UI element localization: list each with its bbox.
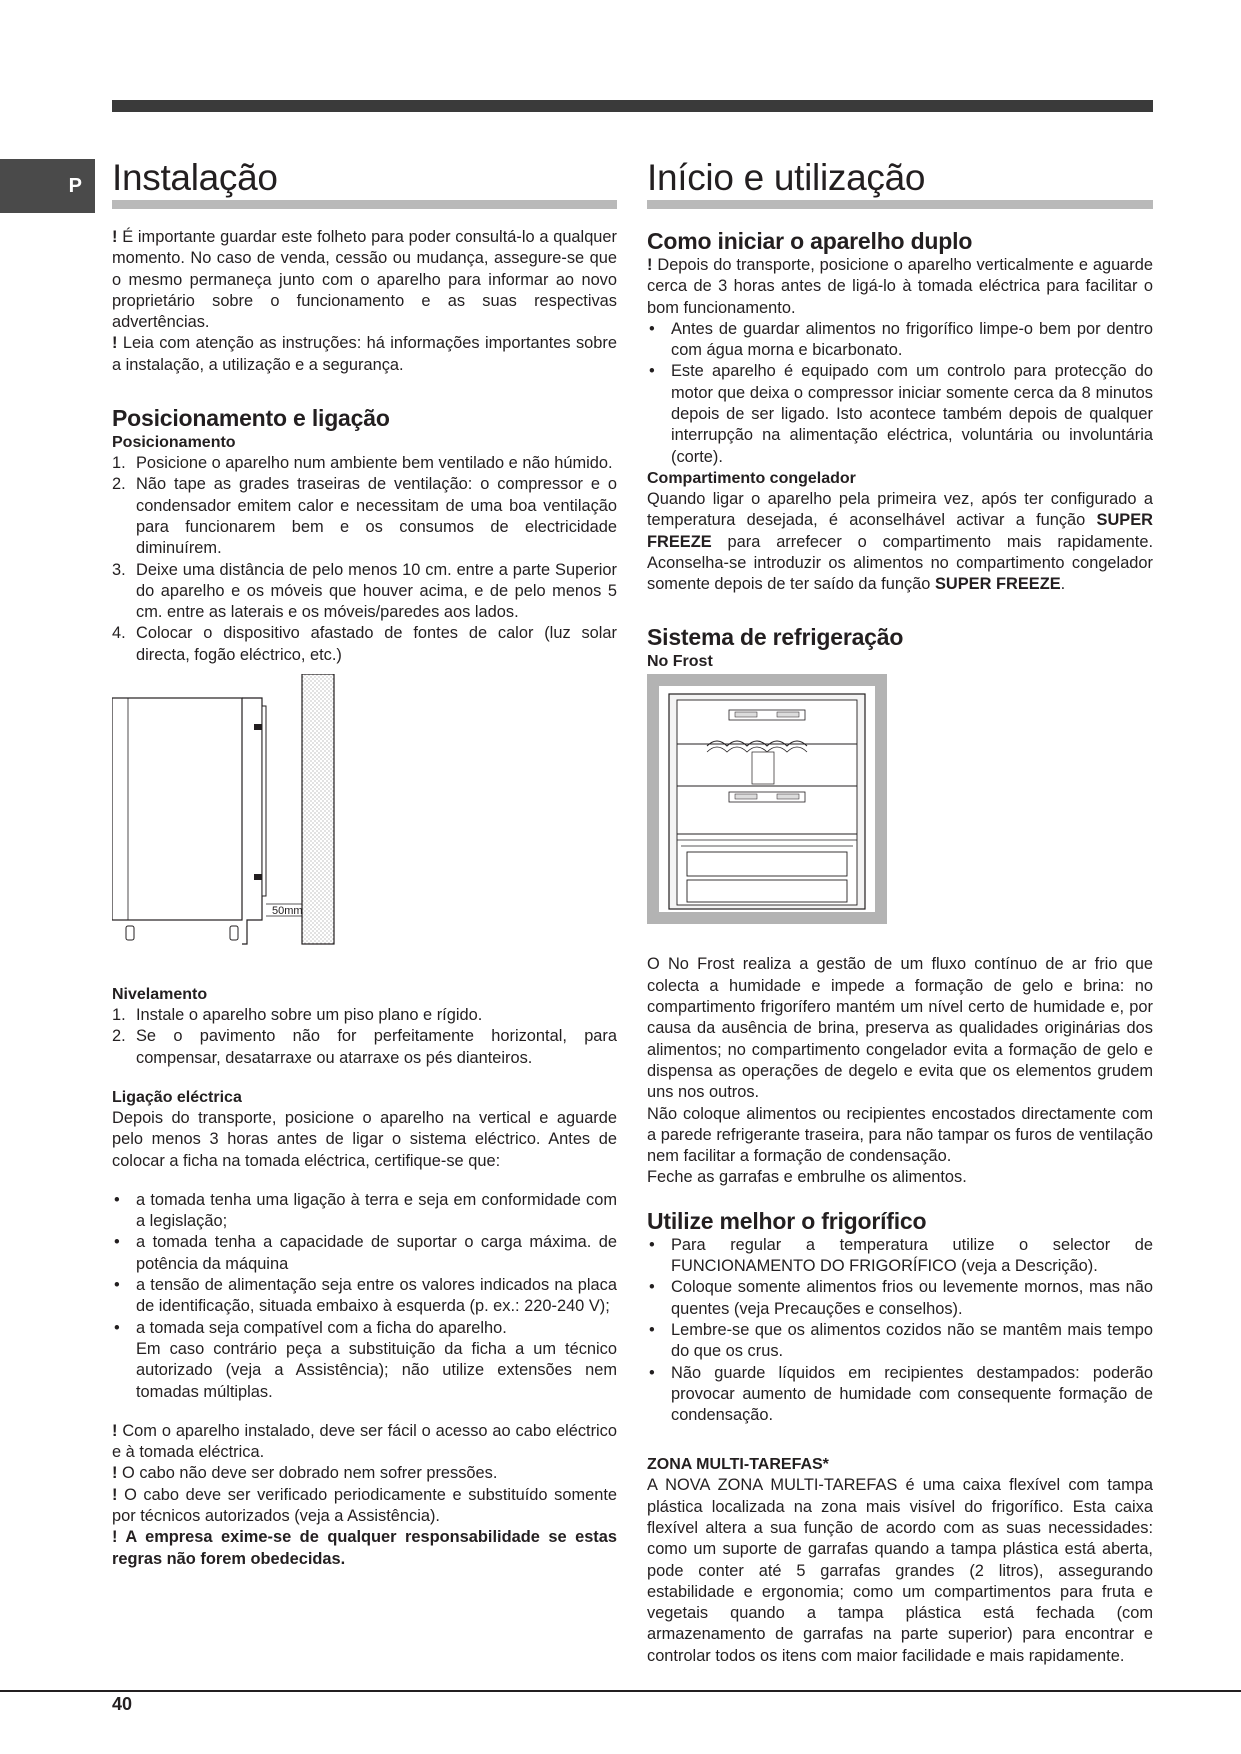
page-number: 40 [112, 1694, 133, 1714]
subheading-electrical: Ligação eléctrica [112, 1088, 242, 1106]
list-item: 4. Colocar o dispositivo afastado de fontes de calor (luz solar directa, fogão eléctrico, etc.) [112, 624, 617, 664]
subheading-freezer: Compartimento congelador [647, 469, 856, 487]
list-item: 2. Não tape as grades traseiras de ventilação: o compressor e o condensador emitem calor e necessitam de uma boa ventilação para funcionarem bem e os consumos de electricidade diminuírem. [112, 475, 617, 558]
best-use-list [647, 1235, 1153, 1427]
list-item: • Antes de guardar alimentos no frigorífico limpe-o bem por dentro com água morna e bicarbonato. [647, 319, 1153, 362]
multi-zone-paragraph: A NOVA ZONA MULTI-TAREFAS é uma caixa flexível com tampa plástica localizada na zona mais visível do frigorífico. Esta caixa flexível altera a sua função de acordo com as suas necessidades: como um suporte de garrafas quando a tampa plástica está aberta, pode conter até 5 garrafas grandes (2 litros), assegurando estabilidade e ergonomia; como um compartimentos para fruta e vegetais quando a tampa plástica está fechada (com armazenamento de garrafas na parte superior) para encontrar e controlar todos os itens com maior facilidade e mais rapidamente. [647, 1476, 1153, 1665]
subheading-levelling: Nivelamento [112, 986, 208, 1004]
list-item: 1. Posicione o aparelho num ambiente bem ventilado e não húmido. [112, 454, 613, 473]
subheading-positioning: Posicionamento [112, 434, 236, 452]
electrical-intro: Depois do transporte, posicione o aparelho na vertical e aguarde pelo menos 3 horas antes de ligar o sistema eléctrico. Antes de colocar a ficha na tomada eléctrica, certifique-se que: [112, 1108, 617, 1170]
left-column [112, 150, 617, 1570]
heading-best-use: Utilize melhor o frigorífico [647, 1207, 927, 1234]
distance-label: 50mm [272, 905, 303, 918]
warning-3: ! O cabo deve ser verificado periodicamente e substituído somente por técnicos autorizados (veja a Assistência). [112, 1485, 617, 1525]
start-list [647, 319, 1153, 468]
heading-cooling-system: Sistema de refrigeração [647, 624, 904, 651]
electrical-extra: Em caso contrário peça a substituição da ficha a um técnico autorizado (veja a Assistência); não utilize extensões nem tomadas múltiplas. [136, 1339, 617, 1401]
clearance-diagram [112, 674, 372, 974]
section-title-installation: Instalação [112, 150, 617, 209]
list-item: • Coloque somente alimentos frios ou levemente mornos, mas não quentes (veja Precauções e conselhos). [647, 1277, 1153, 1320]
right-column [647, 150, 1153, 1667]
warning-2: ! O cabo não deve ser dobrado nem sofrer pressões. [112, 1464, 498, 1483]
heading-how-to-start: Como iniciar o aparelho duplo [647, 228, 973, 254]
intro-paragraph-1: ! É importante guardar este folheto para poder consultá-lo a qualquer momento. No caso de venda, cessão ou mudança, assegure-se que o mesmo permaneça junto com o aparelho para informar ao novo proprietário sobre o funcionamento e as suas respectivas advertências. [112, 228, 617, 332]
fridge-side-outline [112, 698, 242, 920]
list-item: • a tomada seja compatível com a ficha do aparelho. [112, 1318, 617, 1339]
list-item: • Lembre-se que os alimentos cozidos não se mantêm mais tempo do que os crus. [647, 1320, 1153, 1363]
no-frost-paragraph: O No Frost realiza a gestão de um fluxo contínuo de ar frio que colecta a humidade e impede a formação de gelo e brina: no compartimento frigorífero mantém um nível certo de humidade e, por causa da ausência de brina, preserva as qualidades originárias dos alimentos; no compartimento congelador evita a formação de gelo e dispensa as operações de degelo e evita que os elementos grudem uns nos outros. [647, 955, 1153, 1102]
levelling-list [112, 1005, 617, 1069]
subheading-multi-zone: ZONA MULTI-TAREFAS* [647, 1456, 829, 1474]
list-item: • a tensão de alimentação seja entre os valores indicados na placa de identificação, situada embaixo à esquerda (p. ex.: 220-240 V); [112, 1275, 617, 1318]
top-rule [112, 100, 1153, 112]
list-item: 3. Deixe uma distância de pelo menos 10 cm. entre a parte Superior do aparelho e os móveis que houver acima, e de pelo menos 5 cm. entre as laterais e os móveis/paredes aos lados. [112, 560, 617, 622]
start-intro: ! Depois do transporte, posicione o aparelho verticalmente e aguarde cerca de 3 horas antes de ligá-lo à tomada eléctrica para facilitar o bom funcionamento. [647, 256, 1153, 317]
list-item: • Não guarde líquidos em recipientes destampados: poderão provocar aumento de humidade com consequente formação de condensação. [647, 1363, 1153, 1427]
section-title-start-use: Início e utilização [647, 150, 1153, 209]
list-item: • a tomada tenha uma ligação à terra e seja em conformidade com a legislação; [112, 1190, 617, 1233]
fridge-interior-image [647, 674, 887, 924]
positioning-list [112, 453, 617, 666]
list-item: • Para regular a temperatura utilize o selector de FUNCIONAMENTO DO FRIGORÍFICO (veja a Descrição). [647, 1235, 1153, 1278]
list-item: • a tomada tenha a capacidade de suportar o carga máxima. de potência da máquina [112, 1232, 617, 1275]
language-tab [0, 159, 95, 213]
electrical-checklist [112, 1190, 617, 1339]
list-item: • Este aparelho é equipado com um controlo para protecção do motor que deixa o compressor iniciar somente cerca da 8 minutos depois de ser ligado. Isto acontece também depois de qualquer interrupção na alimentação eléctrica, voluntária ou involuntária (corte). [647, 361, 1153, 467]
heading-positioning-connection: Posicionamento e ligação [112, 405, 390, 432]
list-item: 1. Instale o aparelho sobre um piso plano e rígido. [112, 1006, 483, 1025]
footer-rule [0, 1690, 1241, 1692]
list-item: 2. Se o pavimento não for perfeitamente horizontal, para compensar, desatarraxe ou atarraxe os pés dianteiros. [112, 1027, 617, 1067]
no-frost-paragraph-3: Feche as garrafas e embrulhe os alimentos. [647, 1168, 967, 1187]
final-warning: ! A empresa exime-se de qualquer responsabilidade se estas regras não forem obedecidas. [112, 1528, 617, 1568]
wall-hatched [302, 674, 334, 944]
no-frost-paragraph-2: Não coloque alimentos ou recipientes encostados directamente com a parede refrigerante traseira, para não tampar os furos de ventilação nem facilitar a formação de condensação. [647, 1104, 1153, 1166]
warning-1: ! Com o aparelho instalado, deve ser fácil o acesso ao cabo eléctrico e à tomada eléctrica. [112, 1421, 617, 1462]
subheading-no-frost: No Frost [647, 653, 713, 671]
intro-paragraph-2: ! Leia com atenção as instruções: há informações importantes sobre a instalação, a utilização e a segurança. [112, 334, 617, 374]
freezer-paragraph: Quando ligar o aparelho pela primeira vez, após ter configurado a temperatura desejada, é aconselhável activar a função SUPER FREEZE para arrefecer o compartimento mais rapidamente. Aconselha-se introduzir os alimentos no compartimento congelador somente depois de ter saído da função SUPER FREEZE. [647, 489, 1153, 594]
language-code: P [68, 174, 82, 197]
